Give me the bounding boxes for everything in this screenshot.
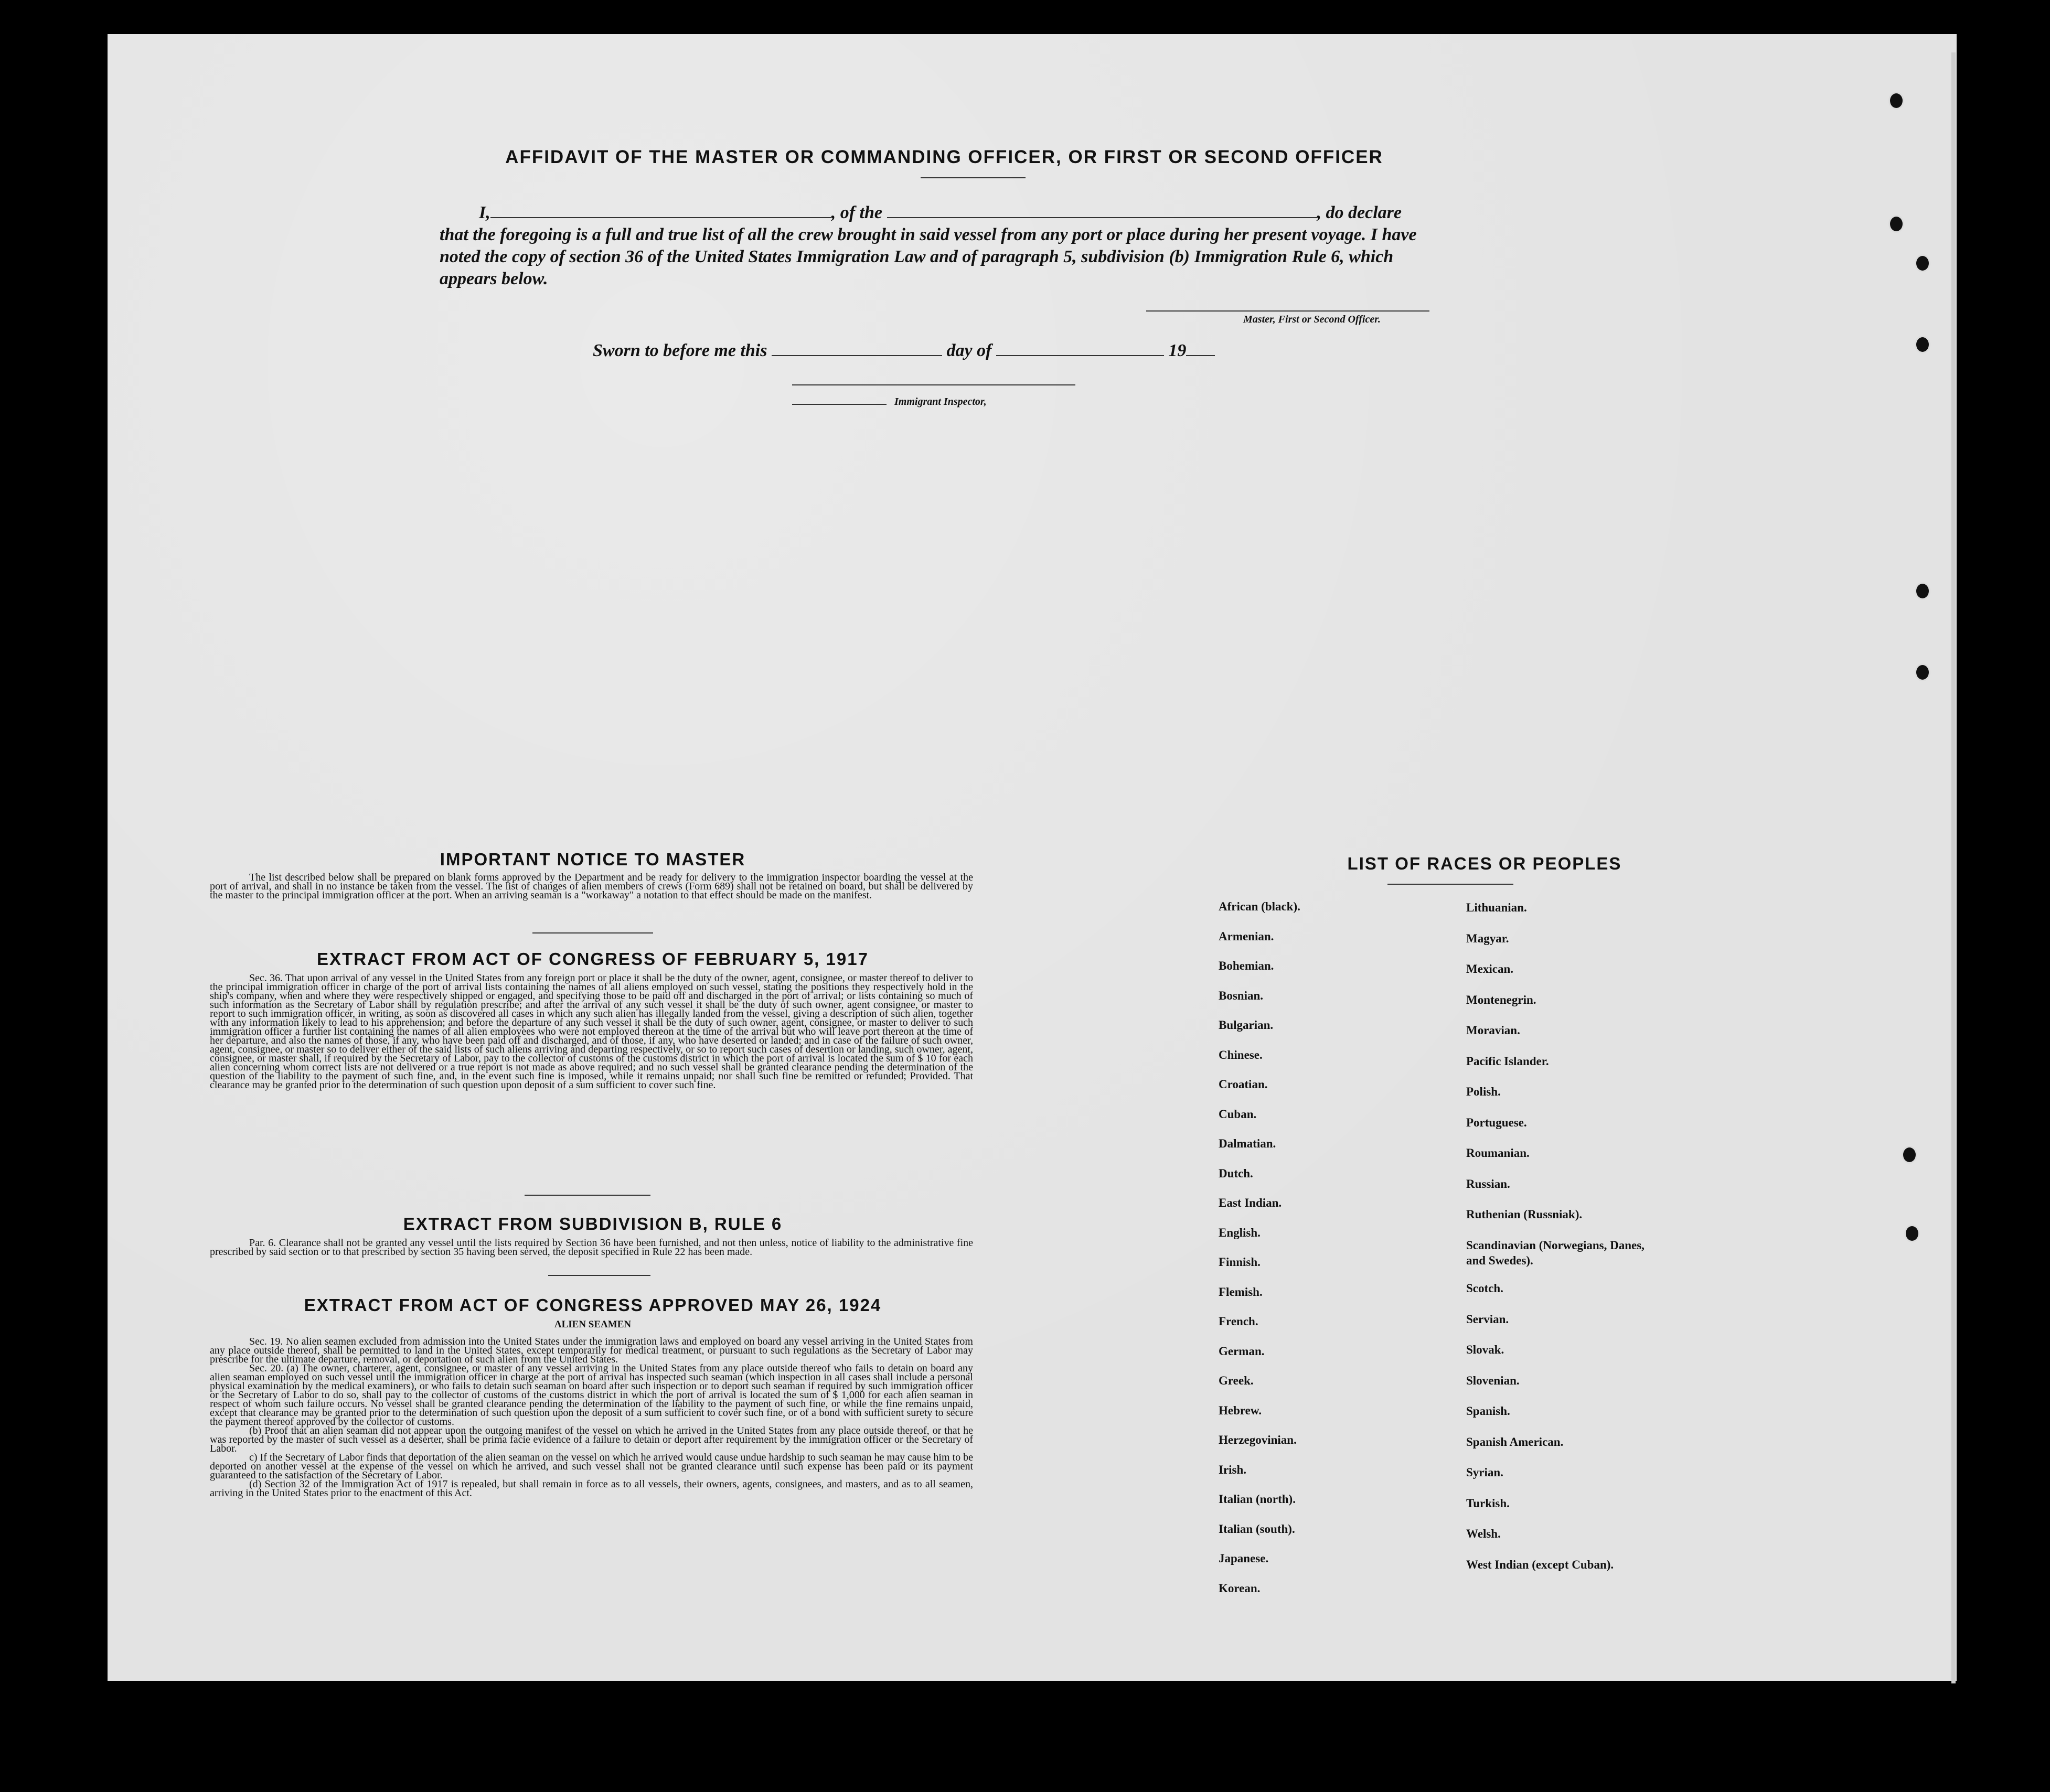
race-item: Spanish. <box>1466 1404 1510 1418</box>
sheet-edge <box>1951 52 1956 1683</box>
race-item: Scotch. <box>1466 1282 1503 1295</box>
binder-hole <box>1915 336 1930 353</box>
race-item: Spanish American. <box>1466 1435 1564 1448</box>
binder-hole <box>1888 92 1904 110</box>
sec19-text: Sec. 19. No alien seamen excluded from admission into the United States under the immigration laws and employed on board any vessel arriving in the United States from any place outside thereof, shall be permitted to land in the United States, except temporarily for medical treatment, or pursuant to such regulations as the Secretary of Labor may prescribe for the ultimate departure, removal, or deportation of such alien from the United States. <box>210 1336 973 1365</box>
binder-hole <box>1915 254 1930 272</box>
race-item: Mexican. <box>1466 962 1514 975</box>
race-item: Ruthenian (Russniak). <box>1466 1208 1583 1221</box>
binder-hole <box>1915 582 1930 600</box>
sworn-day-field[interactable] <box>772 341 942 356</box>
declaration-of-the: , of the <box>831 203 883 222</box>
extract-1924-body <box>210 1337 973 1498</box>
race-item: Korean. <box>1219 1581 1261 1595</box>
race-item: English. <box>1219 1226 1261 1239</box>
sworn-prefix: Sworn to before me this <box>593 341 767 360</box>
sworn-day-of: day of <box>946 341 992 360</box>
sworn-month-field[interactable] <box>996 341 1164 356</box>
race-item: Lithuanian. <box>1466 901 1527 914</box>
race-item: West Indian (except Cuban). <box>1466 1558 1614 1571</box>
inspector-dash <box>792 404 887 405</box>
race-item: Servian. <box>1466 1312 1509 1326</box>
extract-1917-body: Sec. 36. That upon arrival of any vessel in the United States from any foreign port or place it shall be the duty of the owner, agent, consignee, or master thereof to deliver to the principal immigration officer in charge of the port of arrival lists containing the names of all aliens employed on such vessel, stating the positions they respectively hold in the ship's company, when and where they were respectively shipped or engaged, and specifying those to be paid off and discharged in the port of arrival; or lists containing so much of such information as the Secretary of Labor shall by regulation prescribe; and after the arrival of any such vessel it shall be the duty of such owner, agent consignee, or master to report to such immigration officer, in writing, as soon as discovered all cases in which any such alien has illegally landed from the vessel, giving a description of such alien, together with any information likely to lead to his apprehension; and before the departure of any such vessel it shall be the duty of such owner, agent, consignee, or master to deliver to such immigration officer a further list containing the names of all alien employees who were not employed thereon at the time of the arrival but who will leave port thereon at the time of her departure, and also the names of those, if any, who have been paid off and discharged, and of those, if any, who have deserted or landed; and in case of the failure of such owner, agent, consignee, or master so to deliver either of the said lists of such aliens arriving and departing respectively, or so to report such cases of desertion or landing, such owner, agent, consignee, or master shall, if required by the Secretary of Labor, pay to the collector of customs of the customs district in which the port of arrival is located the sum of $ 10 for each alien concerning whom correct lists are not delivered or a true report is not made as above required; and no such vessel shall be granted clearance pending the determination of the question of the liability to the payment of such fine, and, in the event such fine is imposed, while it remains unpaid; nor shall such fine be remitted or refunded; Provided. That clearance may be granted prior to the determination of such question upon deposit of a sum sufficient to cover such fine. <box>210 972 973 1091</box>
extract-1924-subtitle: ALIEN SEAMEN <box>554 1319 632 1330</box>
declaration-first-line <box>440 202 1436 224</box>
declaration-do-declare: , do declare <box>1317 203 1402 222</box>
race-item: Slovak. <box>1466 1343 1504 1356</box>
race-item: Bulgarian. <box>1219 1018 1274 1032</box>
race-item: East Indian. <box>1219 1196 1282 1209</box>
race-item: Irish. <box>1219 1463 1247 1476</box>
race-item: Dalmatian. <box>1219 1137 1276 1150</box>
vessel-name-field[interactable] <box>887 203 1317 218</box>
binder-hole <box>1902 1146 1917 1164</box>
race-item: African (black). <box>1219 900 1300 913</box>
race-item: Bosnian. <box>1219 989 1264 1002</box>
sec20b-text: (b) Proof that an alien seaman did not appear upon the outgoing manifest of the vessel on which he arrived in the United States from any place outside thereof, or that he was reported by the master of such vessel as a deserter, shall be prima facie evidence of a failure to detain or deport after requirement by the immigration officer or the Secretary of Labor. <box>210 1425 973 1454</box>
declaration-body: that the foregoing is a full and true list of all the crew brought in said vessel from any port or place during her present voyage. I have noted the copy of section 36 of the United States Immigration Law and of paragraph 5, subdivision (b) Immigration Rule 6, which appears below. <box>440 225 1417 288</box>
race-item: Pacific Islander. <box>1466 1054 1549 1068</box>
master-signature-line <box>1146 310 1429 312</box>
race-item: Cuban. <box>1219 1107 1257 1121</box>
affidavit-title: AFFIDAVIT OF THE MASTER OR COMMANDING OFFICER, OR FIRST OR SECOND OFFICER <box>505 147 1383 167</box>
race-item: Dutch. <box>1219 1166 1253 1180</box>
affidavit-declaration <box>440 202 1436 290</box>
race-item: Flemish. <box>1219 1285 1263 1299</box>
race-item: Armenian. <box>1219 929 1274 943</box>
race-item: German. <box>1219 1344 1265 1358</box>
races-title-underline <box>1387 884 1513 885</box>
sworn-year: 19 <box>1168 341 1187 360</box>
extract-1917-title: EXTRACT FROM ACT OF CONGRESS OF FEBRUARY 5, 1917 <box>317 949 869 969</box>
master-signature-label: Master, First or Second Officer. <box>1243 314 1381 325</box>
race-item: Slovenian. <box>1466 1373 1520 1387</box>
race-item: Portuguese. <box>1466 1115 1527 1129</box>
sworn-line <box>593 340 1327 362</box>
race-item: Polish. <box>1466 1085 1501 1098</box>
race-item: Turkish. <box>1466 1496 1510 1510</box>
declaration-i: I, <box>479 203 490 222</box>
notice-title: IMPORTANT NOTICE TO MASTER <box>440 850 746 869</box>
race-item: Magyar. <box>1466 931 1509 945</box>
race-item: French. <box>1219 1315 1258 1328</box>
sworn-year-field[interactable] <box>1186 341 1215 356</box>
extract-1924-title: EXTRACT FROM ACT OF CONGRESS APPROVED MAY 26, 1924 <box>304 1295 882 1315</box>
rule6-divider <box>548 1275 650 1276</box>
race-item: Chinese. <box>1219 1048 1263 1061</box>
race-item: Bohemian. <box>1219 959 1274 972</box>
rule6-body: Par. 6. Clearance shall not be granted any vessel until the lists required by Section 36 have been furnished, and not then unless, notice of liability to the administrative fine prescribed by said section or to that prescribed by section 35 having been served, the deposit specified in Rule 22 has been made. <box>210 1237 973 1258</box>
race-item: Herzegovinian. <box>1219 1433 1297 1446</box>
binder-hole <box>1904 1225 1920 1242</box>
inspector-signature-line <box>792 384 1075 385</box>
race-item: Russian. <box>1466 1177 1510 1190</box>
sec20a-text: Sec. 20. (a) The owner, charterer, agent, consignee, or master of any vessel arriving in the United States from any place outside thereof who fails to detain on board any alien seaman employed on such vessel until the immigration officer in charge at the port of arrival has inspected such seaman (which inspection in all cases shall include a personal physical examination by the medical examiners), or who fails to detain such seaman on board after such inspection or to deport such seaman if required by such immigration officer or the Secretary of Labor to do so, shall pay to the collector of customs of the customs district in which the port of arrival is located the sum of $ 1,000 for each alien seaman in respect of whom such failure occurs. No vessel shall be granted clearance pending the determination of the liability to the payment of such fine, or while the fine remains unpaid, except that clearance may be granted prior to the determination of such question upon the deposit of a sum sufficient to cover such fine, or of a bond with sufficient surety to secure the payment thereof approved by the collector of customs. <box>210 1362 973 1428</box>
sec20c-text: c) If the Secretary of Labor finds that deportation of the alien seaman on the vessel on which he arrived would cause undue hardship to such seaman he may cause him to be deported on another vessel at the expense of the vessel on which he arrived, and such vessel shall not be granted clearance until such expense has been paid or its payment guaranteed to the satisfaction of the Secretary of Labor. <box>210 1452 973 1481</box>
sec20d-text: (d) Section 32 of the Immigration Act of 1917 is repealed, but shall remain in force as to all vessels, their owners, agents, consignees, and masters, and as to all seamen, arriving in the United States prior to the enactment of this Act. <box>210 1478 973 1499</box>
races-title: LIST OF RACES OR PEOPLES <box>1347 854 1622 873</box>
race-item: Italian (north). <box>1219 1493 1296 1506</box>
race-item: Roumanian. <box>1466 1146 1530 1160</box>
race-item: Finnish. <box>1219 1256 1261 1269</box>
notice-divider <box>532 932 653 933</box>
officer-name-field[interactable] <box>490 203 831 218</box>
binder-hole <box>1915 663 1930 681</box>
race-item: Montenegrin. <box>1466 993 1536 1006</box>
race-item: Moravian. <box>1466 1024 1520 1037</box>
rule6-title: EXTRACT FROM SUBDIVISION B, RULE 6 <box>403 1214 783 1233</box>
inspector-label: Immigrant Inspector, <box>894 396 987 407</box>
race-item: Scandinavian (Norwegians, Danes, and Swedes). <box>1466 1238 1645 1267</box>
race-item: Japanese. <box>1219 1552 1269 1565</box>
race-item: Welsh. <box>1466 1527 1501 1540</box>
race-item: Italian (south). <box>1219 1522 1295 1536</box>
race-item: Hebrew. <box>1219 1403 1262 1417</box>
race-item: Croatian. <box>1219 1078 1268 1091</box>
race-item: Syrian. <box>1466 1466 1503 1479</box>
binder-hole <box>1888 215 1904 233</box>
notice-body: The list described below shall be prepared on blank forms approved by the Department and be ready for delivery to the immigration inspector boarding the vessel at the port of arrival, and shall in no instance be taken from the vessel. The list of changes of alien members of crews (Form 689) shall not be retained on board, but shall be delivered by the master to the principal immigration officer at the port. When an arriving seaman is a "workaway" a notation to that effect should be made on the manifest. <box>210 872 973 901</box>
extract-1917-divider <box>525 1195 650 1196</box>
title-underline <box>921 177 1026 178</box>
race-item: Greek. <box>1219 1374 1254 1387</box>
